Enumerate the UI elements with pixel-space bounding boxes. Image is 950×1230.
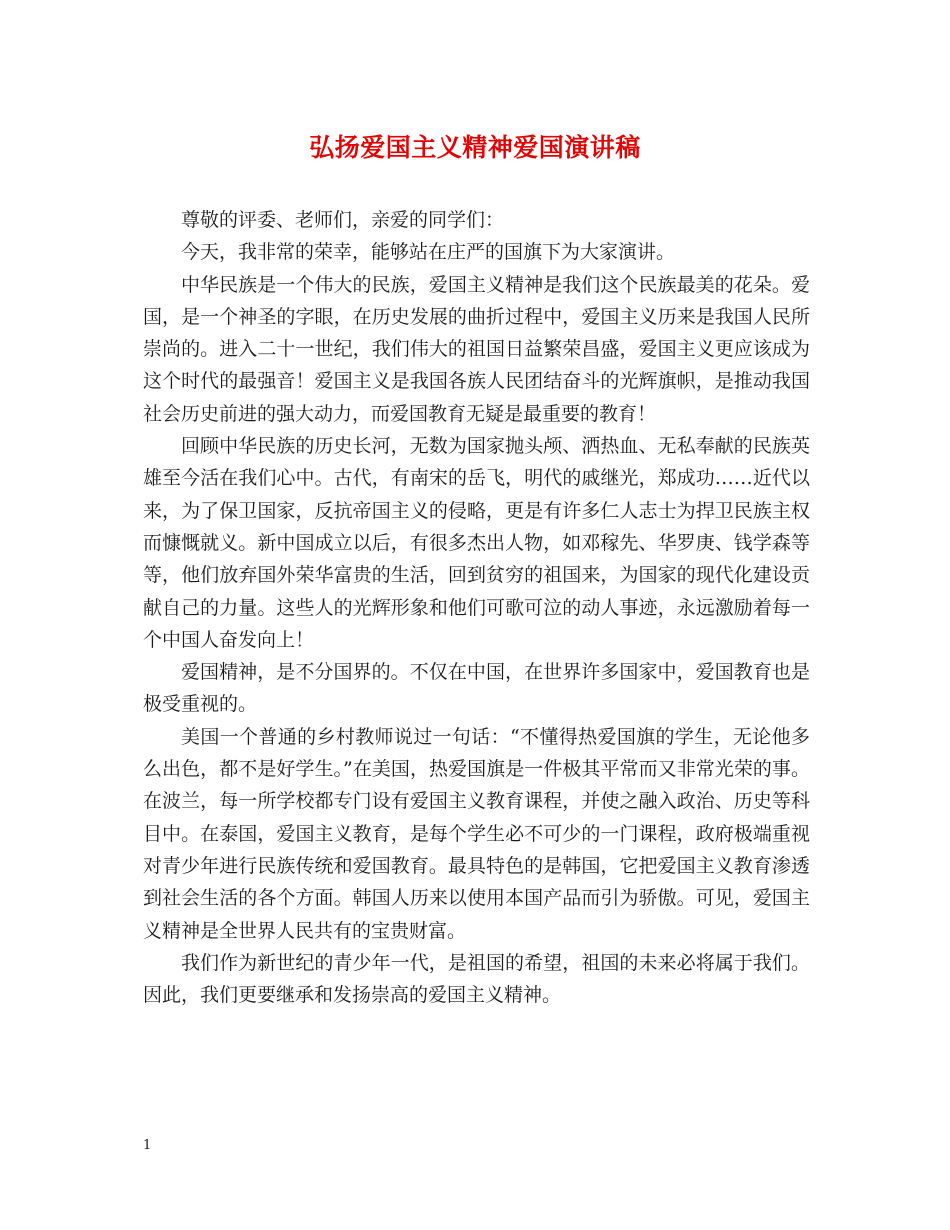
paragraph-patriotism-definition: 中华民族是一个伟大的民族，爱国主义精神是我们这个民族最美的花朵。爱国，是一个神圣的字眼，在历史发展的曲折过程中，爱国主义历来是我国人民所崇尚的。进入二十一世纪，我们伟大的祖国日益繁荣昌盛，爱国主义更应该成为这个时代的最强音！爱国主义是我国各族人民团结奋斗的光辉旗帜，是推动我国社会历史前进的强大动力，而爱国教育无疑是最重要的教育！ xyxy=(143,273,810,425)
paragraph-salutation: 尊敬的评委、老师们，亲爱的同学们： xyxy=(181,209,505,231)
paragraph-opening: 今天，我非常的荣幸，能够站在庄严的国旗下为大家演讲。 xyxy=(181,241,676,264)
document-body xyxy=(143,204,810,1011)
document-title: 弘扬爱国主义精神爱国演讲稿 xyxy=(309,133,641,162)
page-number: 1 xyxy=(143,1138,152,1153)
paragraph-historical-heroes: 回顾中华民族的历史长河，无数为国家抛头颅、洒热血、无私奉献的民族英雄至今活在我们心中。古代，有南宋的岳飞，明代的戚继光，郑成功……近代以来，为了保卫国家，反抗帝国主义的侵略，更是有许多仁人志士为捍卫民族主权而慷慨就义。新中国成立以后，有很多杰出人物，如邓稼先、华罗庚、钱学森等等，他们放弃国外荣华富贵的生活，回到贫穷的祖国来，为国家的现代化建设贡献自己的力量。这些人的光辉形象和他们可歌可泣的动人事迹，永远激励着每一个中国人奋发向上！ xyxy=(143,435,810,651)
paragraph-conclusion: 我们作为新世纪的青少年一代，是祖国的希望，祖国的未来必将属于我们。因此，我们更要继承和发扬崇高的爱国主义精神。 xyxy=(143,951,810,1007)
paragraph-world-examples: 美国一个普通的乡村教师说过一句话：“不懂得热爱国旗的学生，无论他多么出色，都不是好学生。”在美国，热爱国旗是一件极其平常而又非常光荣的事。在波兰，每一所学校都专门设有爱国主义教育课程，并使之融入政治、历史等科目中。在泰国，爱国主义教育，是每个学生必不可少的一门课程，政府极端重视对青少年进行民族传统和爱国教育。最具特色的是韩国，它把爱国主义教育渗透到社会生活的各个方面。韩国人历来以使用本国产品而引为骄傲。可见，爱国主义精神是全世界人民共有的宝贵财富。 xyxy=(143,725,810,942)
paragraph-beyond-borders: 爱国精神，是不分国界的。不仅在中国，在世界许多国家中，爱国教育也是极受重视的。 xyxy=(143,661,810,716)
